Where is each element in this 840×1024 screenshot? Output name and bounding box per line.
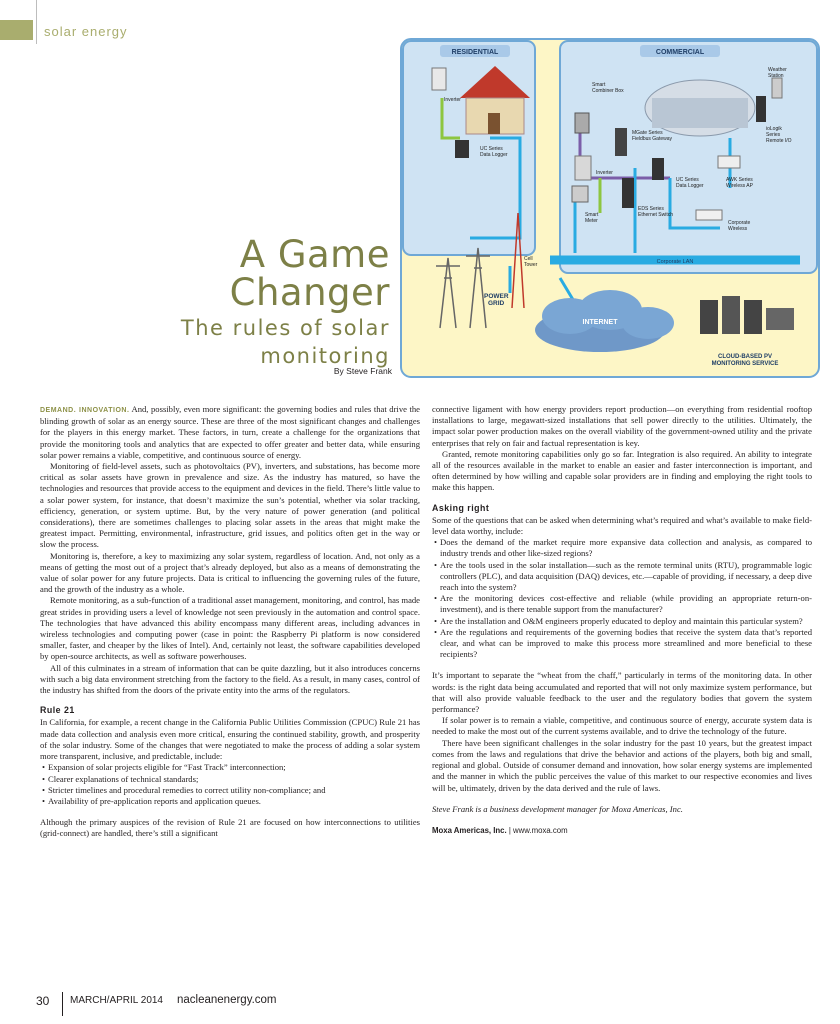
corporate-wireless-label-1: Corporate: [728, 220, 751, 226]
smart-meter-icon: [572, 186, 588, 202]
cloud-service-label-1: CLOUD-BASED PV: [717, 354, 773, 360]
mgate-label-2: Fieldbus Gateway: [632, 136, 673, 142]
left-paragraph-7: Although the primary auspices of the revision of Rule 21 are focused on how interconnections to utilities (grid-connect) are handled, there’s still a significant: [40, 817, 420, 839]
commercial-logger-label-2: Data Logger: [676, 183, 704, 189]
solar-monitoring-diagram: [400, 38, 820, 378]
power-grid-label-1: POWER: [484, 293, 509, 300]
left-paragraph-3: Monitoring is, therefore, a key to maximizing any solar system, regardless of location. And, not only as a means of getting the most out of a project that’s already deployed, but also as a means of demonstrating the value of solar power for any future projects. Data is critical to influencing the governing rules of the future, and the growth of the industry as a whole.: [40, 550, 420, 595]
left-paragraph-2: Monitoring of field-level assets, such as photovoltaics (PV), inverters, and substations, has become more critical as solar assets have grown in prevalence and size. As the industry has matured, so have the technologies and resources that provide access to the equipment and devices in the field. There’s little value to a solar power system, for instance, that doesn’t maximize the sun’s potential, whether via solar tracking, efficiency, generation, or system uptime. But, by the very nature of power generation (and political considerations), there are sometimes challenges to placing solar assets in the areas that might make the greatest impact. Permitting, environmental, infrastructure, grid issues, and politics often get in the way or slow the process.: [40, 461, 420, 550]
weather-station-icon: [772, 78, 782, 98]
article-title-line-2: Changer: [229, 271, 390, 314]
weather-label-1: Weather: [768, 67, 787, 73]
footer-site-link[interactable]: nacleanenergy.com: [177, 994, 277, 1006]
residential-logger-label-1: UC Series: [480, 146, 503, 152]
residential-logger-label-2: Data Logger: [480, 152, 508, 158]
company-separator: |: [506, 825, 514, 835]
commercial-inverter-label: Inverter: [596, 170, 613, 176]
corporate-wireless-label-2: Wireless: [728, 226, 748, 232]
questions-bullet-list: [432, 537, 812, 660]
list-item: • Are the tools used in the solar installation—such as the remote terminal units (RTU), programmable logic controllers (PLC), and data acquisition (DAQ) devices, etc.—capable of providing, if necessary, a deep dive reach into the system?: [432, 560, 812, 594]
rule21-bullet-list: [40, 762, 420, 807]
byline: By Steve Frank: [333, 366, 392, 376]
smart-meter-label-1: Smart: [585, 212, 599, 218]
left-paragraph-5: All of this culminates in a stream of information that can be quite dazzling, but it also introduces concerns with such a big data environment stretching from the factory to the field. As a result, in many cases, control of the industry has shifted from the doors of the private entity into the arms of the regulators.: [40, 662, 420, 696]
iologik-label-2: Series: [766, 132, 781, 138]
page-number: 30: [36, 994, 50, 1008]
right-paragraph-3: Some of the questions that can be asked when determining what’s required and what’s available to make field-level data worthy, include:: [432, 514, 812, 537]
list-item: • Are the monitoring devices cost-effective and reliable (while providing an appropriate return-on-investment), and is there tenable support from the manufacturer?: [432, 593, 812, 615]
corporate-wireless-icon: [696, 210, 722, 220]
awk-label-2: Wireless AP: [726, 183, 753, 189]
commercial-logger-label-1: UC Series: [676, 177, 699, 183]
list-item: • Stricter timelines and procedural remedies to correct utility non-compliance; and: [40, 785, 420, 796]
combiner-box-icon: [575, 113, 589, 133]
eds-switch-icon: [622, 178, 634, 208]
awk-label-1: AWK Series: [726, 177, 753, 183]
right-paragraph-6: There have been significant challenges in the solar industry for the past 10 years, but the greatest impact comes from the laws and regulations that drive the behavior and actions of the players, both big and small, regional and global. Outside of consumer demand and innovation, how solar energy systems are implemented and the manner in which the public perceives the value of this market to our respective economies and lives will be, ultimately, driven by the data derived and the rule of laws.: [432, 737, 812, 793]
list-item: • Expansion of solar projects eligible for “Fast Track” interconnection;: [40, 762, 420, 773]
corporate-lan-label: Corporate LAN: [656, 259, 694, 265]
residential-data-logger-icon: [455, 140, 469, 158]
residential-inverter-label: Inverter: [444, 97, 461, 103]
cell-tower-label-2: Tower: [524, 262, 538, 268]
mgate-label-1: MGate Series: [632, 130, 663, 136]
iologik-label-3: Remote I/O: [766, 138, 792, 144]
smart-meter-label-2: Meter: [585, 218, 598, 224]
list-item: • Does the demand of the market require more expansive data collection and analysis, as compared to industry trends and other like-sized regions?: [432, 537, 812, 559]
commercial-logger-icon: [652, 158, 664, 180]
list-item: • Are the regulations and requirements of the governing bodies that receive the system data that’s reported clear, and what can be improved to make this process more streamlined and more beneficial to these recipients?: [432, 627, 812, 661]
eds-label-1: EDS Series: [638, 206, 664, 212]
company-website-link[interactable]: www.moxa.com: [513, 825, 568, 835]
right-paragraph-5: If solar power is to remain a viable, competitive, and continuous source of energy, accurate system data is needed to make the most out of the current systems available, and to drive the technology of the future.: [432, 715, 812, 737]
footer-divider: [62, 992, 63, 1016]
monitor-icon: [766, 308, 794, 330]
mgate-icon: [615, 128, 627, 156]
heading-rule-21: Rule 21: [40, 705, 75, 716]
list-item: • Clearer explanations of technical standards;: [40, 774, 420, 785]
eds-label-2: Ethernet Switch: [638, 212, 674, 218]
right-paragraph-2: Granted, remote monitoring capabilities only go so far. Integration is also required. An ability to integrate all of the resources available in the market to enable an easier and faster interconnection is important, and often determined by how willing and capable solar providers are in finding and employing the right tools to make this happen.: [432, 448, 812, 493]
list-item: • Are the installation and O&M engineers properly educated to deploy and maintain this particular system?: [432, 616, 812, 627]
left-column: [40, 404, 420, 840]
lead-in: DEMAND. INNOVATION.: [40, 407, 130, 414]
server-icon-1: [700, 300, 718, 334]
iologik-icon: [756, 96, 766, 122]
left-paragraph-1-text: And, possibly, even more significant: the governing bodies and rules that drive the blinding growth of solar as an energy source. These are three of the most significant changes and challenges for the players in this energy market. These factors, in turn, create a challenge for the organizations that provide the monitoring tools and analytics that are expected to offer greater and better data, while ensuring solar power remains a viable, competitive, and continuous source of energy.: [40, 404, 420, 460]
article-subtitle-line-1: The rules of solar: [180, 316, 390, 340]
issue-date: MARCH/APRIL 2014: [70, 995, 163, 1006]
section-tab: [0, 20, 33, 40]
article-title-line-1: A Game: [239, 233, 390, 276]
internet-label: INTERNET: [582, 319, 618, 326]
power-grid-label-2: GRID: [488, 300, 505, 307]
company-name: Moxa Americas, Inc.: [432, 825, 507, 835]
left-paragraph-1: [40, 404, 420, 461]
commercial-inverter-icon: [575, 156, 591, 180]
combiner-label-2: Combiner Box: [592, 88, 624, 94]
left-paragraph-6: In California, for example, a recent change in the California Public Utilities Commission (CPUC) Rule 21 has made data collection and analysis even more critical, ensuring the continued stability, growth, and prosperity of the solar industry. Some of the changes that were negotiated to make the process of adding a solar system more transparent, inclusive, and predictable, include:: [40, 717, 420, 762]
list-item: • Availability of pre-application reports and application queues.: [40, 796, 420, 807]
article-subtitle-line-2: monitoring: [260, 344, 390, 368]
right-column: [432, 404, 812, 836]
company-line: [432, 825, 812, 836]
author-bio: Steve Frank is a business development manager for Moxa Americas, Inc.: [432, 803, 683, 814]
house-door-icon: [488, 113, 500, 134]
commercial-building-body-icon: [652, 98, 748, 128]
combiner-label-1: Smart: [592, 82, 606, 88]
left-paragraph-4: Remote monitoring, as a sub-function of a traditional asset management, monitoring, and control, has made great strides in providing users a level of knowledge not seen previously in the automation and control space. The technologies that have advanced this ability encompass many different areas, including advances in wireless technologies and computing power (case in point: the Raspberry Pi platform is now considered smaller, faster, and cheaper by the likes of Intel). And, certainly not least, the software capabilities developed by open-source architects, as well as software powerhouses.: [40, 595, 420, 662]
section-rule: [36, 0, 37, 44]
heading-asking-right: Asking right: [432, 502, 490, 513]
residential-inverter-icon: [432, 68, 446, 90]
iologik-label-1: ioLogik: [766, 126, 782, 132]
section-label: solar energy: [44, 24, 128, 39]
commercial-label: COMMERCIAL: [655, 49, 705, 56]
residential-label: RESIDENTIAL: [451, 49, 499, 56]
article-title-block: [60, 233, 390, 368]
wireless-ap-icon: [718, 156, 740, 168]
cloud-service-label-2: MONITORING SERVICE: [711, 361, 779, 367]
right-paragraph-1: connective ligament with how energy providers report production—on everything from residential rooftop installations to large, megawatt-sized installations that sell power directly to the utilities. Ultimately, the impact solar power production makes on the overall viability of the government-owned utility and the private enterprises that rely on fair and factual representation is key.: [432, 404, 812, 448]
weather-label-2: Station: [768, 73, 784, 79]
server-icon-3: [744, 300, 762, 334]
cell-tower-label-1: Cell: [524, 256, 533, 262]
right-paragraph-4: It’s important to separate the “wheat from the chaff,” particularly in terms of the monitoring data. In other words: is the right data being accumulated and reported that will not only maximize system performance, but that will also provide valuable feedback to the user and the regulatory bodies that govern the system performance?: [432, 670, 812, 715]
server-icon-2: [722, 296, 740, 334]
